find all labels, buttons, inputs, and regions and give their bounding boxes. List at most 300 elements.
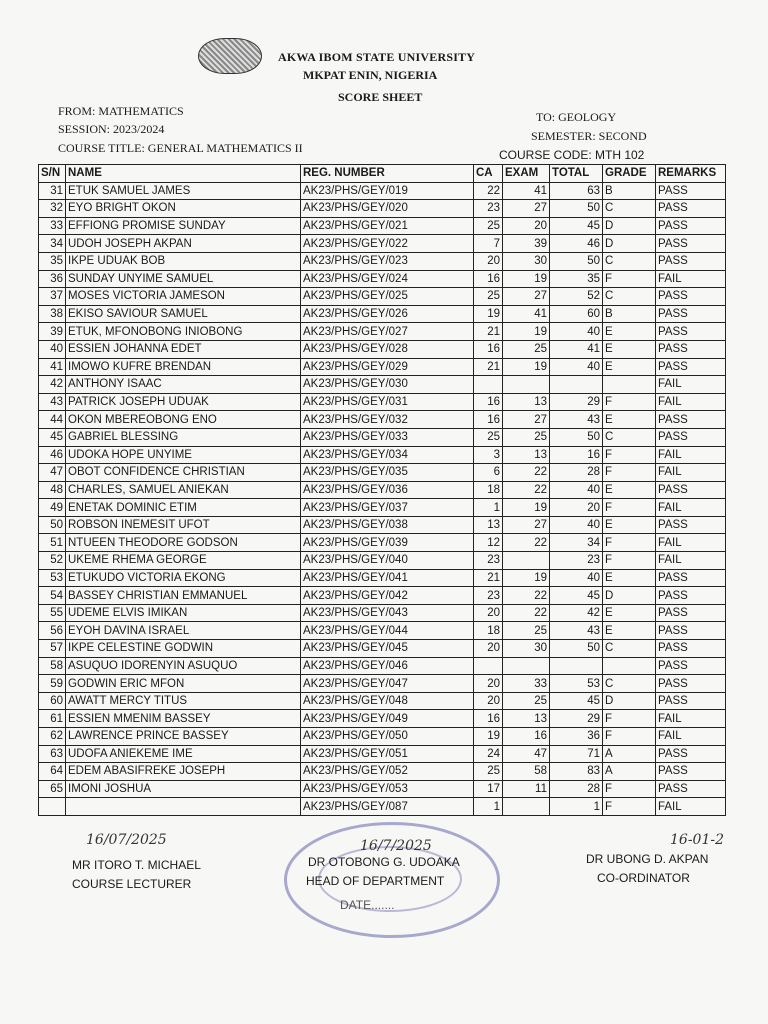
cell-grade: F <box>603 446 656 464</box>
cell-total: 40 <box>550 358 603 376</box>
cell-ca: 1 <box>474 798 503 816</box>
table-row <box>39 657 726 675</box>
cell-grade: D <box>603 692 656 710</box>
cell-ca <box>474 657 503 675</box>
cell-name: ROBSON INEMESIT UFOT <box>66 516 301 534</box>
cell-remarks: FAIL <box>656 552 726 570</box>
cell-name: EDEM ABASIFREKE JOSEPH <box>66 763 301 781</box>
cell-remarks: PASS <box>656 763 726 781</box>
cell-total <box>550 657 603 675</box>
cell-grade: F <box>603 728 656 746</box>
cell-name: UDOKA HOPE UNYIME <box>66 446 301 464</box>
coordinator-signature: 16-01-2 <box>670 832 724 848</box>
table-row <box>39 446 726 464</box>
cell-total: 29 <box>550 393 603 411</box>
cell-grade: E <box>603 340 656 358</box>
cell-exam <box>503 798 550 816</box>
cell-sn: 41 <box>39 358 66 376</box>
cell-name: EYO BRIGHT OKON <box>66 200 301 218</box>
cell-name: BASSEY CHRISTIAN EMMANUEL <box>66 587 301 605</box>
cell-reg: AK23/PHS/GEY/052 <box>301 763 474 781</box>
table-row <box>39 305 726 323</box>
cell-ca: 1 <box>474 499 503 517</box>
cell-grade: A <box>603 745 656 763</box>
cell-grade: D <box>603 235 656 253</box>
cell-remarks: PASS <box>656 516 726 534</box>
cell-grade: F <box>603 552 656 570</box>
cell-exam: 19 <box>503 358 550 376</box>
col-header-remarks: REMARKS <box>656 165 726 183</box>
cell-ca: 22 <box>474 182 503 200</box>
cell-reg: AK23/PHS/GEY/026 <box>301 305 474 323</box>
table-row <box>39 552 726 570</box>
coordinator-name: DR UBONG D. AKPAN <box>586 852 709 866</box>
cell-ca: 21 <box>474 358 503 376</box>
cell-remarks: FAIL <box>656 499 726 517</box>
cell-remarks: PASS <box>656 340 726 358</box>
cell-ca: 25 <box>474 217 503 235</box>
cell-grade: C <box>603 200 656 218</box>
cell-remarks: FAIL <box>656 710 726 728</box>
cell-total: 83 <box>550 763 603 781</box>
cell-exam: 25 <box>503 340 550 358</box>
cell-sn: 48 <box>39 481 66 499</box>
cell-total: 52 <box>550 288 603 306</box>
cell-sn: 63 <box>39 745 66 763</box>
university-logo <box>198 38 262 74</box>
cell-total: 35 <box>550 270 603 288</box>
cell-grade: E <box>603 411 656 429</box>
cell-ca: 19 <box>474 728 503 746</box>
cell-sn: 59 <box>39 675 66 693</box>
cell-name: IMOWO KUFRE BRENDAN <box>66 358 301 376</box>
cell-ca: 20 <box>474 692 503 710</box>
cell-grade: E <box>603 516 656 534</box>
university-name: AKWA IBOM STATE UNIVERSITY <box>278 50 476 64</box>
cell-reg: AK23/PHS/GEY/025 <box>301 288 474 306</box>
cell-ca: 24 <box>474 745 503 763</box>
cell-total: 50 <box>550 252 603 270</box>
cell-name: IKPE UDUAK BOB <box>66 252 301 270</box>
from-department: FROM: MATHEMATICS <box>58 104 184 118</box>
table-row <box>39 534 726 552</box>
cell-reg: AK23/PHS/GEY/029 <box>301 358 474 376</box>
cell-ca: 25 <box>474 288 503 306</box>
cell-reg: AK23/PHS/GEY/039 <box>301 534 474 552</box>
cell-exam: 22 <box>503 604 550 622</box>
cell-reg: AK23/PHS/GEY/041 <box>301 569 474 587</box>
cell-exam: 16 <box>503 728 550 746</box>
cell-exam: 20 <box>503 217 550 235</box>
cell-exam: 22 <box>503 534 550 552</box>
cell-reg: AK23/PHS/GEY/032 <box>301 411 474 429</box>
cell-ca: 6 <box>474 464 503 482</box>
session: SESSION: 2023/2024 <box>58 122 165 136</box>
cell-total: 23 <box>550 552 603 570</box>
cell-grade: F <box>603 534 656 552</box>
cell-remarks: PASS <box>656 428 726 446</box>
cell-grade: F <box>603 710 656 728</box>
cell-exam: 33 <box>503 675 550 693</box>
cell-grade: F <box>603 393 656 411</box>
table-row <box>39 780 726 798</box>
table-row <box>39 692 726 710</box>
cell-sn: 45 <box>39 428 66 446</box>
cell-ca: 3 <box>474 446 503 464</box>
cell-sn: 50 <box>39 516 66 534</box>
cell-ca: 18 <box>474 622 503 640</box>
cell-total: 50 <box>550 640 603 658</box>
cell-total: 53 <box>550 675 603 693</box>
cell-ca: 21 <box>474 569 503 587</box>
cell-grade: B <box>603 305 656 323</box>
col-header-exam: EXAM <box>503 165 550 183</box>
cell-reg: AK23/PHS/GEY/053 <box>301 780 474 798</box>
cell-exam: 30 <box>503 640 550 658</box>
cell-name: ETUKUDO VICTORIA EKONG <box>66 569 301 587</box>
cell-reg: AK23/PHS/GEY/024 <box>301 270 474 288</box>
cell-remarks: PASS <box>656 252 726 270</box>
cell-ca: 21 <box>474 323 503 341</box>
hod-name: DR OTOBONG G. UDOAKA <box>308 855 460 869</box>
cell-name: OBOT CONFIDENCE CHRISTIAN <box>66 464 301 482</box>
cell-remarks: PASS <box>656 182 726 200</box>
cell-ca: 23 <box>474 552 503 570</box>
table-row <box>39 640 726 658</box>
cell-reg: AK23/PHS/GEY/040 <box>301 552 474 570</box>
cell-reg: AK23/PHS/GEY/046 <box>301 657 474 675</box>
cell-ca: 12 <box>474 534 503 552</box>
table-row <box>39 235 726 253</box>
cell-grade: C <box>603 428 656 446</box>
cell-total: 43 <box>550 411 603 429</box>
cell-exam: 22 <box>503 587 550 605</box>
col-header-ca: CA <box>474 165 503 183</box>
cell-grade: F <box>603 798 656 816</box>
cell-name: ESSIEN MMENIM BASSEY <box>66 710 301 728</box>
cell-grade: C <box>603 675 656 693</box>
cell-sn: 36 <box>39 270 66 288</box>
cell-exam: 30 <box>503 252 550 270</box>
table-row <box>39 745 726 763</box>
cell-grade: E <box>603 323 656 341</box>
cell-sn: 65 <box>39 780 66 798</box>
cell-exam: 41 <box>503 305 550 323</box>
table-row <box>39 376 726 394</box>
table-row <box>39 411 726 429</box>
cell-name: IMONI JOSHUA <box>66 780 301 798</box>
cell-name: ETUK SAMUEL JAMES <box>66 182 301 200</box>
cell-ca: 16 <box>474 340 503 358</box>
col-header-total: TOTAL <box>550 165 603 183</box>
cell-remarks: FAIL <box>656 376 726 394</box>
cell-remarks: PASS <box>656 675 726 693</box>
sheet-title: SCORE SHEET <box>338 90 423 104</box>
cell-exam <box>503 657 550 675</box>
coordinator-role: CO-ORDINATOR <box>597 871 690 885</box>
cell-exam: 25 <box>503 692 550 710</box>
cell-grade: C <box>603 640 656 658</box>
cell-reg: AK23/PHS/GEY/028 <box>301 340 474 358</box>
cell-sn: 51 <box>39 534 66 552</box>
cell-sn: 32 <box>39 200 66 218</box>
cell-exam: 22 <box>503 464 550 482</box>
cell-reg: AK23/PHS/GEY/030 <box>301 376 474 394</box>
cell-ca: 16 <box>474 411 503 429</box>
score-table <box>38 164 726 816</box>
cell-remarks: PASS <box>656 622 726 640</box>
lecturer-role: COURSE LECTURER <box>72 877 192 891</box>
cell-ca: 20 <box>474 252 503 270</box>
cell-reg: AK23/PHS/GEY/087 <box>301 798 474 816</box>
cell-sn: 58 <box>39 657 66 675</box>
table-row <box>39 728 726 746</box>
table-row <box>39 569 726 587</box>
cell-grade: A <box>603 763 656 781</box>
cell-exam: 47 <box>503 745 550 763</box>
cell-reg: AK23/PHS/GEY/021 <box>301 217 474 235</box>
cell-name: MOSES VICTORIA JAMESON <box>66 288 301 306</box>
cell-name: EYOH DAVINA ISRAEL <box>66 622 301 640</box>
cell-grade: F <box>603 464 656 482</box>
cell-remarks: PASS <box>656 745 726 763</box>
cell-total: 63 <box>550 182 603 200</box>
cell-exam: 19 <box>503 499 550 517</box>
cell-ca: 13 <box>474 516 503 534</box>
cell-total: 28 <box>550 464 603 482</box>
cell-reg: AK23/PHS/GEY/033 <box>301 428 474 446</box>
hod-signature: 16/7/2025 <box>360 838 432 854</box>
cell-grade: E <box>603 481 656 499</box>
cell-remarks: PASS <box>656 305 726 323</box>
cell-name: LAWRENCE PRINCE BASSEY <box>66 728 301 746</box>
cell-name: ASUQUO IDORENYIN ASUQUO <box>66 657 301 675</box>
cell-exam <box>503 552 550 570</box>
cell-sn: 44 <box>39 411 66 429</box>
cell-sn: 52 <box>39 552 66 570</box>
cell-total: 40 <box>550 481 603 499</box>
col-header-name: NAME <box>66 165 301 183</box>
cell-sn: 46 <box>39 446 66 464</box>
cell-exam <box>503 376 550 394</box>
cell-remarks: FAIL <box>656 798 726 816</box>
cell-sn: 39 <box>39 323 66 341</box>
cell-reg: AK23/PHS/GEY/020 <box>301 200 474 218</box>
stamp-date-line: DATE....... <box>340 898 395 912</box>
cell-sn: 60 <box>39 692 66 710</box>
cell-remarks: FAIL <box>656 464 726 482</box>
cell-sn <box>39 798 66 816</box>
cell-name: EKISO SAVIOUR SAMUEL <box>66 305 301 323</box>
table-row <box>39 481 726 499</box>
table-row <box>39 270 726 288</box>
cell-sn: 49 <box>39 499 66 517</box>
cell-ca: 19 <box>474 305 503 323</box>
cell-name: AWATT MERCY TITUS <box>66 692 301 710</box>
table-row <box>39 587 726 605</box>
cell-remarks: FAIL <box>656 534 726 552</box>
cell-exam: 13 <box>503 710 550 728</box>
cell-grade: F <box>603 780 656 798</box>
table-row <box>39 200 726 218</box>
cell-remarks: PASS <box>656 288 726 306</box>
cell-exam: 27 <box>503 516 550 534</box>
cell-sn: 64 <box>39 763 66 781</box>
cell-total: 16 <box>550 446 603 464</box>
cell-total: 1 <box>550 798 603 816</box>
lecturer-signature: 16/07/2025 <box>86 832 167 848</box>
cell-exam: 25 <box>503 428 550 446</box>
cell-name: CHARLES, SAMUEL ANIEKAN <box>66 481 301 499</box>
table-row <box>39 323 726 341</box>
cell-name: PATRICK JOSEPH UDUAK <box>66 393 301 411</box>
cell-name: UKEME RHEMA GEORGE <box>66 552 301 570</box>
cell-ca: 23 <box>474 200 503 218</box>
semester: SEMESTER: SECOND <box>531 129 647 143</box>
cell-exam: 25 <box>503 622 550 640</box>
cell-name: GODWIN ERIC MFON <box>66 675 301 693</box>
cell-name: UDOH JOSEPH AKPAN <box>66 235 301 253</box>
cell-reg: AK23/PHS/GEY/048 <box>301 692 474 710</box>
cell-name: GABRIEL BLESSING <box>66 428 301 446</box>
cell-ca: 16 <box>474 710 503 728</box>
cell-ca: 18 <box>474 481 503 499</box>
cell-reg: AK23/PHS/GEY/045 <box>301 640 474 658</box>
cell-exam: 58 <box>503 763 550 781</box>
table-row <box>39 798 726 816</box>
hod-role: HEAD OF DEPARTMENT <box>306 874 445 888</box>
cell-remarks: PASS <box>656 200 726 218</box>
cell-name: NTUEEN THEODORE GODSON <box>66 534 301 552</box>
cell-reg: AK23/PHS/GEY/019 <box>301 182 474 200</box>
cell-total: 60 <box>550 305 603 323</box>
cell-remarks: PASS <box>656 411 726 429</box>
cell-reg: AK23/PHS/GEY/035 <box>301 464 474 482</box>
cell-grade: B <box>603 182 656 200</box>
cell-sn: 42 <box>39 376 66 394</box>
cell-sn: 31 <box>39 182 66 200</box>
cell-reg: AK23/PHS/GEY/051 <box>301 745 474 763</box>
cell-sn: 43 <box>39 393 66 411</box>
cell-sn: 62 <box>39 728 66 746</box>
cell-grade: E <box>603 569 656 587</box>
cell-reg: AK23/PHS/GEY/022 <box>301 235 474 253</box>
cell-remarks: PASS <box>656 481 726 499</box>
col-header-grade: GRADE <box>603 165 656 183</box>
cell-total: 42 <box>550 604 603 622</box>
cell-name: SUNDAY UNYIME SAMUEL <box>66 270 301 288</box>
cell-total: 40 <box>550 569 603 587</box>
cell-exam: 22 <box>503 481 550 499</box>
cell-ca: 20 <box>474 640 503 658</box>
cell-remarks: FAIL <box>656 270 726 288</box>
cell-sn: 47 <box>39 464 66 482</box>
university-location: MKPAT ENIN, NIGERIA <box>303 68 438 82</box>
cell-name: IKPE CELESTINE GODWIN <box>66 640 301 658</box>
cell-total: 36 <box>550 728 603 746</box>
cell-sn: 61 <box>39 710 66 728</box>
cell-grade <box>603 376 656 394</box>
cell-exam: 27 <box>503 200 550 218</box>
cell-remarks: PASS <box>656 692 726 710</box>
cell-total: 20 <box>550 499 603 517</box>
cell-total: 28 <box>550 780 603 798</box>
table-row <box>39 675 726 693</box>
cell-ca: 16 <box>474 270 503 288</box>
cell-reg: AK23/PHS/GEY/031 <box>301 393 474 411</box>
cell-grade: C <box>603 252 656 270</box>
cell-reg: AK23/PHS/GEY/049 <box>301 710 474 728</box>
table-row <box>39 252 726 270</box>
cell-ca: 25 <box>474 428 503 446</box>
cell-reg: AK23/PHS/GEY/037 <box>301 499 474 517</box>
cell-remarks: FAIL <box>656 393 726 411</box>
table-row <box>39 340 726 358</box>
cell-reg: AK23/PHS/GEY/038 <box>301 516 474 534</box>
cell-total: 45 <box>550 692 603 710</box>
cell-ca: 20 <box>474 604 503 622</box>
cell-remarks: FAIL <box>656 446 726 464</box>
cell-total: 50 <box>550 200 603 218</box>
cell-total: 45 <box>550 217 603 235</box>
lecturer-name: MR ITORO T. MICHAEL <box>72 858 201 872</box>
cell-exam: 27 <box>503 288 550 306</box>
col-header-sn: S/N <box>39 165 66 183</box>
cell-total: 45 <box>550 587 603 605</box>
cell-ca: 20 <box>474 675 503 693</box>
cell-sn: 54 <box>39 587 66 605</box>
table-row <box>39 393 726 411</box>
cell-grade: D <box>603 587 656 605</box>
cell-remarks: PASS <box>656 235 726 253</box>
cell-sn: 38 <box>39 305 66 323</box>
table-row <box>39 622 726 640</box>
cell-sn: 53 <box>39 569 66 587</box>
cell-remarks: PASS <box>656 640 726 658</box>
cell-ca: 7 <box>474 235 503 253</box>
cell-remarks: PASS <box>656 358 726 376</box>
cell-sn: 34 <box>39 235 66 253</box>
cell-reg: AK23/PHS/GEY/050 <box>301 728 474 746</box>
course-code: COURSE CODE: MTH 102 <box>499 148 645 162</box>
cell-remarks: PASS <box>656 657 726 675</box>
cell-total: 41 <box>550 340 603 358</box>
cell-grade <box>603 657 656 675</box>
cell-sn: 35 <box>39 252 66 270</box>
col-header-reg: REG. NUMBER <box>301 165 474 183</box>
table-header-row <box>39 165 726 183</box>
to-department: TO: GEOLOGY <box>536 110 617 124</box>
cell-remarks: PASS <box>656 569 726 587</box>
cell-sn: 56 <box>39 622 66 640</box>
cell-exam: 27 <box>503 411 550 429</box>
cell-exam: 41 <box>503 182 550 200</box>
cell-remarks: PASS <box>656 604 726 622</box>
cell-grade: F <box>603 499 656 517</box>
table-row <box>39 358 726 376</box>
cell-name: ETUK, MFONOBONG INIOBONG <box>66 323 301 341</box>
cell-total: 43 <box>550 622 603 640</box>
cell-sn: 55 <box>39 604 66 622</box>
cell-total: 29 <box>550 710 603 728</box>
cell-total: 34 <box>550 534 603 552</box>
cell-name: ESSIEN JOHANNA EDET <box>66 340 301 358</box>
cell-total: 40 <box>550 323 603 341</box>
cell-remarks: PASS <box>656 587 726 605</box>
table-row <box>39 428 726 446</box>
cell-name: OKON MBEREOBONG ENO <box>66 411 301 429</box>
cell-total <box>550 376 603 394</box>
